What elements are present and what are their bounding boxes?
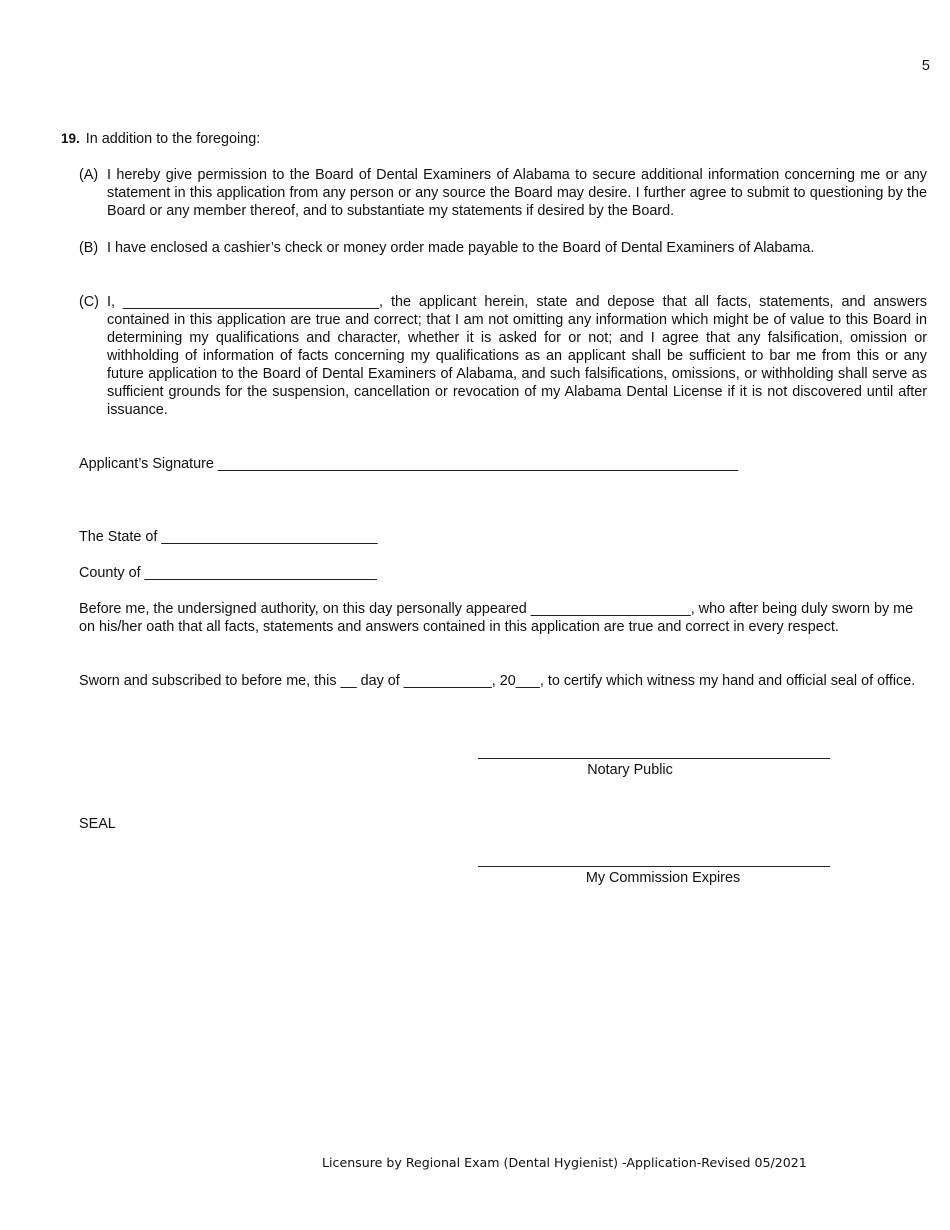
commission-expires-caption: My Commission Expires <box>585 870 741 886</box>
applicant-signature-line[interactable]: Applicant’s Signature _________________________________________________________________ <box>79 456 739 472</box>
state-field[interactable]: The State of ___________________________ <box>79 529 378 545</box>
appearance-paragraph: Before me, the undersigned authority, on this day personally appeared ____________________, who after being duly sworn by me on his/her oath that all facts, statements and answers contained in this application are true and correct in every respect. <box>79 601 914 635</box>
commission-expiry-line[interactable] <box>478 866 830 867</box>
question-intro: In addition to the foregoing: <box>85 131 261 147</box>
notary-public-caption: Notary Public <box>587 762 673 778</box>
sworn-paragraph: Sworn and subscribed to before me, this __ day of ___________, 20___, to certify which witness my hand and official seal of office. <box>79 673 916 689</box>
question-heading <box>61 131 260 147</box>
item-text: I hereby give permission to the Board of Dental Examiners of Alabama to secure additional information concerning me or any statement in this application from any person or any source the Board may desire. I further agree to submit to questioning by the Board or any member thereof, and to substantiate my statements if desired by the Board. <box>107 167 927 219</box>
question-number: 19. <box>61 131 80 146</box>
notary-signature-line[interactable] <box>478 758 830 759</box>
seal-label: SEAL <box>79 816 116 832</box>
page-number: 5 <box>921 58 930 74</box>
item-text: I, ________________________________, the applicant herein, state and depose that all facts, statements, and answers contained in this application are true and correct; that I am not omitting any information which might be of value to this Board in determining my qualifications and character, whether it is asked for or not; and I agree that any falsification, omission or withholding of information of facts concerning my qualifications as an applicant shall be sufficient to bar me from this or any future application to the Board of Dental Examiners of Alabama, and such falsifications, omissions, or withholding shall serve as sufficient grounds for the suspension, cancellation or revocation of my Alabama Dental License if it is not discovered until after issuance. <box>107 294 927 418</box>
page-footer: Licensure by Regional Exam (Dental Hygienist) -Application-Revised 05/2021 <box>322 1155 807 1170</box>
payment-item <box>79 239 927 257</box>
attestation-item <box>79 293 927 419</box>
item-label: (C) <box>79 294 99 310</box>
item-label: (A) <box>79 167 99 183</box>
item-label: (B) <box>79 240 99 256</box>
county-field[interactable]: County of _____________________________ <box>79 565 377 581</box>
item-text: I have enclosed a cashier’s check or money order made payable to the Board of Dental Examiners of Alabama. <box>107 240 815 256</box>
permission-item <box>79 166 927 220</box>
